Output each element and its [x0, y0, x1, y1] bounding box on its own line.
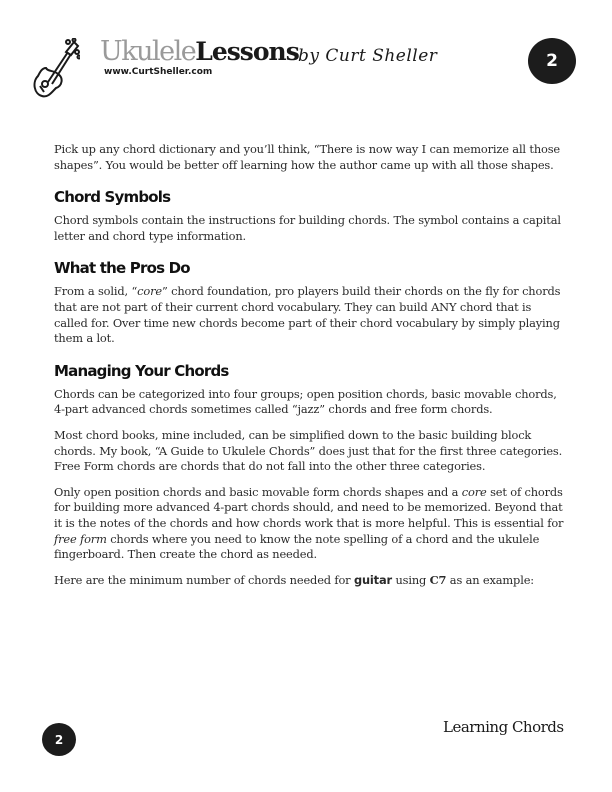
page-content	[54, 142, 564, 598]
memorize-paragraph	[54, 485, 564, 563]
heading-managing-your-chords: Managing Your Chords	[54, 361, 229, 380]
text-run: Only open position chords and basic movable form chords shapes and a	[54, 484, 462, 499]
brand-ukulele-text: Ukulele	[100, 36, 196, 67]
page-number-badge-top: 2	[528, 38, 576, 84]
bold-guitar: guitar	[353, 572, 392, 587]
text-run: as an example:	[446, 572, 534, 587]
brand-lessons-text: Lessons	[195, 37, 299, 66]
chord-symbols-paragraph: Chord symbols contain the instructions for building chords. The symbol contains a capital letter and chord type information.	[54, 213, 561, 243]
emphasis-free-form: free form	[54, 531, 107, 546]
website-url: www.CurtSheller.com	[104, 67, 213, 77]
text-run: chords where you need to know the note spelling of a chord and the ukulele fingerboard. Then create the chord as needed.	[54, 531, 540, 562]
chord-groups-paragraph: Chords can be categorized into four groups; open position chords, basic movable chords, 4-part advanced chords sometimes called “jazz” chords and free form chords.	[54, 386, 557, 417]
ukulele-icon	[30, 38, 80, 98]
text-run: Here are the minimum number of chords needed for	[54, 572, 354, 587]
page-header	[0, 0, 612, 110]
text-run: using	[391, 572, 430, 587]
page-number-badge-bottom: 2	[42, 723, 76, 756]
emphasis-core: core	[461, 484, 487, 499]
heading-what-the-pros-do: What the Pros Do	[54, 259, 190, 278]
text-run: From a solid, “	[54, 284, 138, 299]
author-byline: by Curt Sheller	[298, 46, 438, 66]
text-run: set of chords for building more advanced 4-part chords should, and need to be memorized. Beyond that it is the notes of the chords and how chords work that is more helpful. This is essential for	[54, 484, 564, 530]
footer-chapter-title: Learning Chords	[443, 718, 564, 736]
emphasis-core: core	[137, 284, 162, 299]
bold-c7: C7	[429, 572, 447, 587]
heading-chord-symbols: Chord Symbols	[54, 188, 171, 207]
text-run: ” chord foundation, pro players build their chords on the fly for chords that are not part of their current chord vocabulary. They can build ANY chord that is called for. Over time new chords become part of their chord vocabulary by simply playing them a lot.	[54, 284, 561, 346]
chord-books-paragraph: Most chord books, mine included, can be simplified down to the basic building block chords. My book, “A Guide to Ukulele Chords” does just that for the first three categories. Free Form chords are chords that do not fall into the other three categories.	[54, 427, 563, 474]
intro-paragraph: Pick up any chord dictionary and you’ll think, “There is now way I can memorize all those shapes”. You would be better off learning how the author came up with all those shapes.	[54, 142, 561, 172]
example-paragraph	[54, 573, 564, 589]
pros-paragraph	[54, 284, 564, 346]
